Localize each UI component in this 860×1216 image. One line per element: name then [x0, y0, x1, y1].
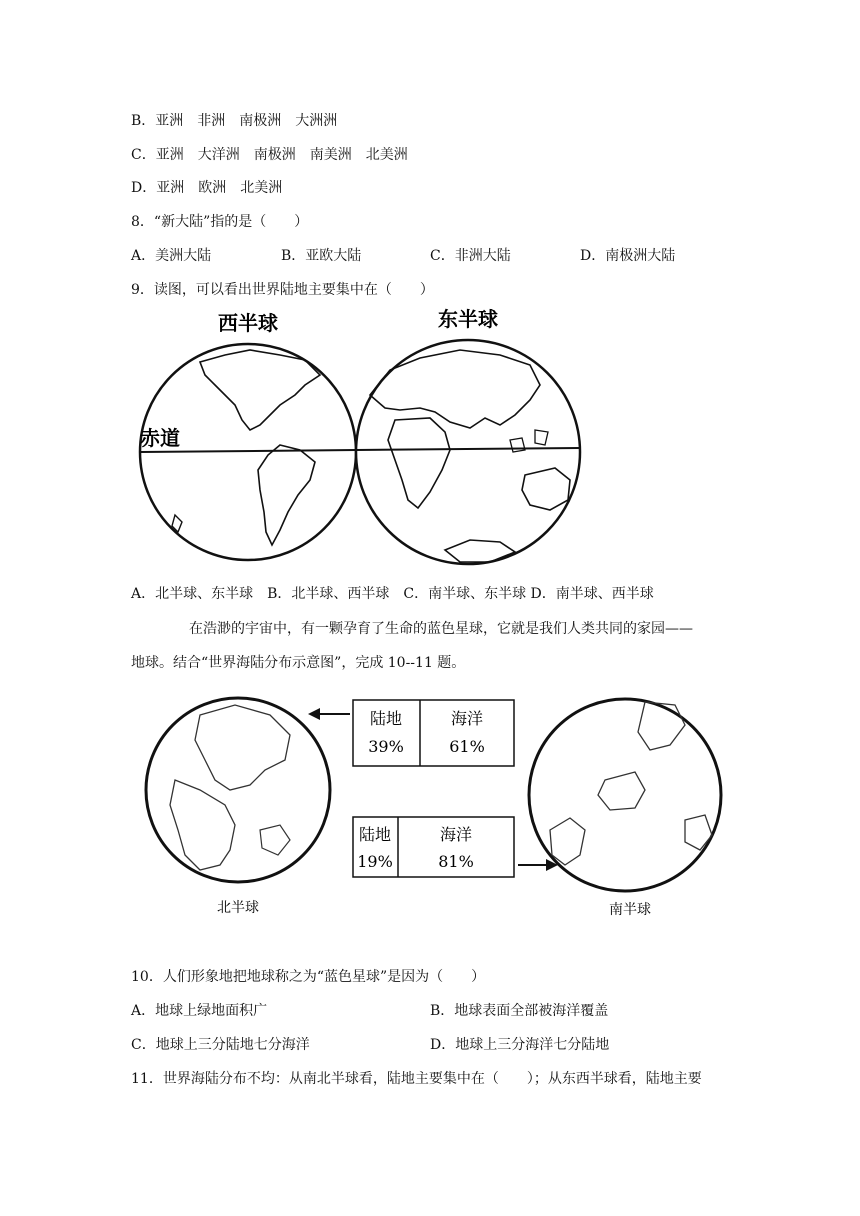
north-hemisphere-caption: 北半球	[217, 900, 259, 916]
passage-line-1: 在浩渺的宇宙中，有一颗孕育了生命的蓝色星球，它就是我们人类共同的家园——	[189, 621, 693, 637]
equator-label: 赤道	[140, 426, 180, 450]
north-ocean-label: 海洋	[450, 709, 484, 728]
q8-option-d: D．南极洲大陆	[580, 248, 676, 264]
south-hemisphere-circle	[529, 699, 721, 891]
south-ocean-label: 海洋	[439, 825, 473, 844]
south-land-label: 陆地	[358, 825, 392, 844]
q10-option-b: B．地球表面全部被海洋覆盖	[430, 1003, 609, 1019]
arrow-north-head	[308, 708, 320, 720]
q8-stem: 8．“新大陆”指的是（ ）	[131, 214, 309, 230]
passage-line-2: 地球。结合“世界海陆分布示意图”，完成 10--11 题。	[131, 655, 466, 671]
q9-stem: 9．读图，可以看出世界陆地主要集中在（ ）	[131, 282, 434, 298]
q9-options: A．北半球、东半球 B．北半球、西半球 C．南半球、东半球 D．南半球、西半球	[131, 586, 654, 602]
hemispheres-map	[130, 300, 590, 580]
north-land-label: 陆地	[369, 709, 403, 728]
q7-option-c: C．亚洲 大洋洲 南极洲 南美洲 北美洲	[131, 147, 408, 163]
q10-option-a: A．地球上绿地面积广	[131, 1003, 268, 1019]
q11-stem: 11．世界海陆分布不均：从南北半球看，陆地主要集中在（ ）；从东西半球看，陆地主要	[131, 1071, 702, 1087]
q7-option-d: D．亚洲 欧洲 北美洲	[131, 180, 283, 196]
south-land-pct: 19%	[357, 852, 393, 871]
q10-option-c: C．地球上三分陆地七分海洋	[131, 1037, 310, 1053]
hemispheres-figure	[130, 300, 590, 580]
north-land-pct: 39%	[368, 737, 404, 756]
south-hemisphere-caption: 南半球	[609, 902, 651, 918]
q8-option-b: B．亚欧大陆	[281, 248, 362, 264]
eastern-hemisphere-label: 东半球	[438, 307, 498, 331]
south-ocean-pct: 81%	[438, 852, 474, 871]
sea-land-diagram	[140, 690, 730, 930]
western-hemisphere-label: 西半球	[218, 311, 278, 335]
q10-option-d: D．地球上三分海洋七分陆地	[430, 1037, 610, 1053]
eastern-hemisphere-circle	[356, 340, 580, 564]
q10-stem: 10．人们形象地把地球称之为“蓝色星球”是因为（ ）	[131, 969, 486, 985]
sea-land-figure	[140, 690, 730, 930]
north-ocean-pct: 61%	[449, 737, 485, 756]
q8-option-c: C．非洲大陆	[430, 248, 511, 264]
q8-option-a: A．美洲大陆	[131, 248, 212, 264]
q7-option-b: B．亚洲 非洲 南极洲 大洲洲	[131, 113, 338, 129]
